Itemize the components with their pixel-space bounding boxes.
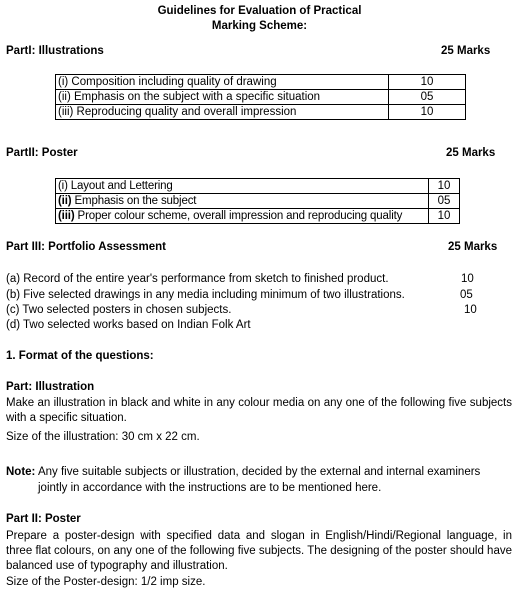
table-row [56, 90, 466, 105]
format-heading: 1. Format of the questions: [6, 350, 154, 362]
part1-row-marks: 10 [389, 75, 466, 90]
poster-size: Size of the Poster-design: 1/2 imp size. [6, 576, 206, 588]
poster-heading: Part II: Poster [6, 513, 81, 525]
part1-row-marks: 05 [389, 90, 466, 105]
part2-table [55, 178, 460, 224]
table-row [56, 105, 466, 120]
illustration-heading: Part: Illustration [6, 381, 95, 393]
table-row [56, 75, 466, 90]
part3-item-marks: 10 [461, 273, 474, 285]
part1-marks: 25 Marks [441, 45, 491, 57]
part3-marks: 25 Marks [448, 241, 498, 253]
part1-table [55, 74, 466, 120]
part1-heading: PartI: Illustrations [6, 45, 104, 57]
page-title: Guidelines for Evaluation of Practical [157, 5, 362, 17]
table-row [56, 209, 460, 224]
part2-row-label: (iii) Proper colour scheme, overall impression and reproducing quality [56, 209, 429, 224]
part2-row-label: (i) Layout and Lettering [56, 179, 429, 194]
part1-row-label: (ii) Emphasis on the subject with a specific situation [56, 90, 389, 105]
part2-row-marks: 10 [429, 209, 460, 224]
table-row [56, 179, 460, 194]
part2-row-label: (ii) Emphasis on the subject [56, 194, 429, 209]
illustration-body: Make an illustration in black and white in any colour media on any one of the following five subjects with a specific situation. [6, 397, 512, 424]
part1-row-label: (iii) Reproducing quality and overall impression [56, 105, 389, 120]
part1-row-label: (i) Composition including quality of drawing [56, 75, 389, 90]
part3-item-label: (c) Two selected posters in chosen subjects. [6, 304, 232, 316]
table-row [56, 194, 460, 209]
part3-item-label: (b) Five selected drawings in any media including minimum of two illustrations. [6, 289, 405, 301]
part3-item-label: (d) Two selected works based on Indian Folk Art [6, 319, 251, 331]
poster-body: Prepare a poster-design with specified data and slogan in English/Hindi/Regional language, in three flat colours, on any one of the following five subjects. The designing of the poster should have balanced use of typography and illustration. [6, 530, 512, 572]
note-line2: jointly in accordance with the instructions are to be mentioned here. [38, 482, 382, 494]
part2-marks: 25 Marks [446, 147, 496, 159]
part2-heading: PartII: Poster [6, 147, 78, 159]
part3-heading: Part III: Portfolio Assessment [6, 241, 166, 253]
part1-row-marks: 10 [389, 105, 466, 120]
part3-item-label: (a) Record of the entire year's performance from sketch to finished product. [6, 273, 389, 285]
illustration-size: Size of the illustration: 30 cm x 22 cm. [6, 431, 200, 443]
note-line1: Note: Any five suitable subjects or illustration, decided by the external and internal examiners [6, 466, 481, 478]
part2-row-marks: 10 [429, 179, 460, 194]
part2-row-marks: 05 [429, 194, 460, 209]
page-subtitle: Marking Scheme: [211, 20, 308, 32]
part3-item-marks: 10 [464, 304, 477, 316]
part3-item-marks: 05 [460, 289, 473, 301]
